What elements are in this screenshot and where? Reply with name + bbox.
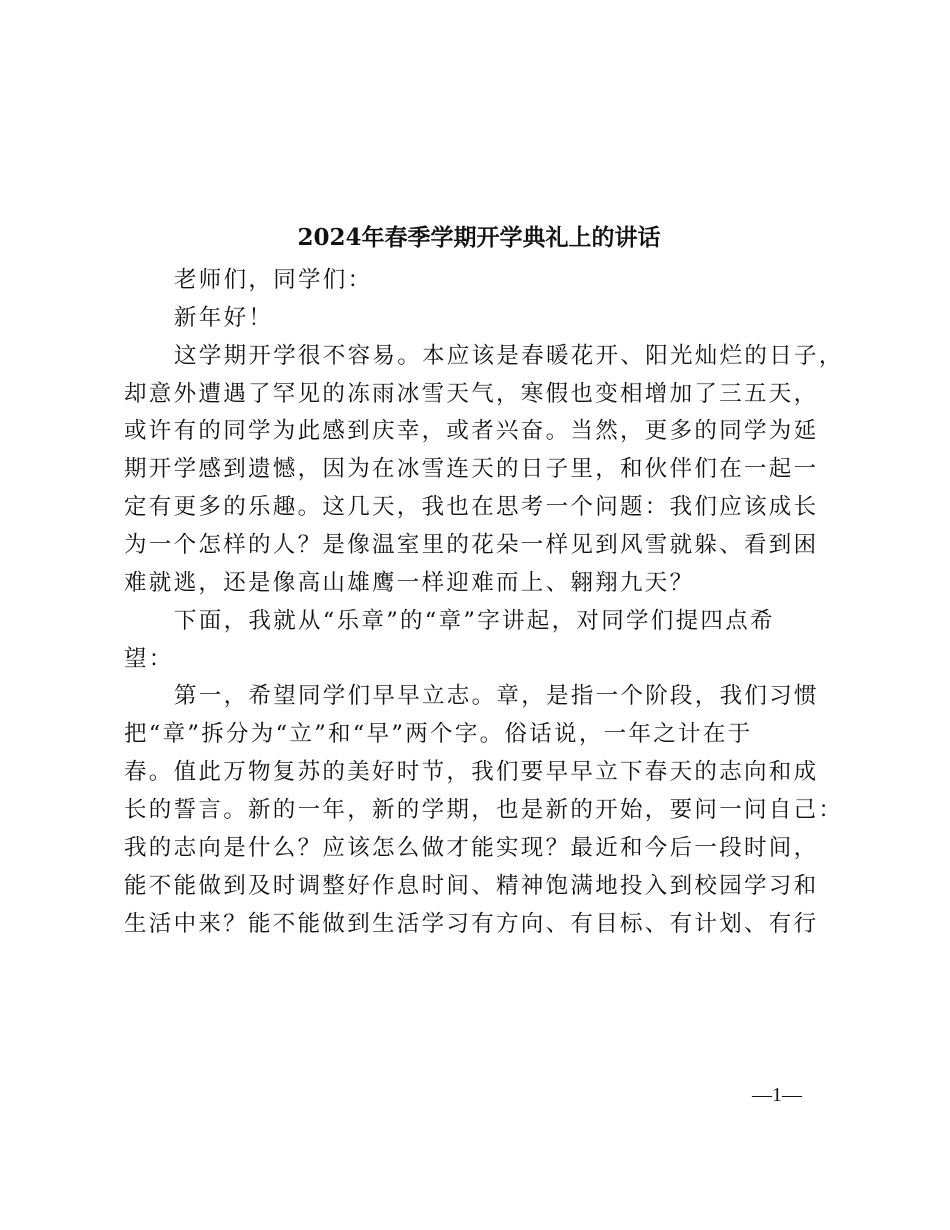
paragraph-line: 定有更多的乐趣。这几天，我也在思考一个问题：我们应该成长	[124, 494, 819, 521]
paragraph-line: 或许有的同学为此感到庆幸，或者兴奋。当然，更多的同学为延	[124, 418, 819, 445]
paragraph-line: 为一个怎样的人？是像温室里的花朵一样见到风雪就躲、看到困	[124, 532, 819, 559]
paragraph-line: 我的志向是什么？应该怎么做才能实现？最近和今后一段时间，	[124, 834, 819, 861]
paragraph-line: 难就逃，还是像高山雄鹰一样迎难而上、翱翔九天？	[124, 569, 695, 596]
document-title: 2024年春季学期开学典礼上的讲话	[297, 224, 661, 251]
paragraph-line: 这学期开学很不容易。本应该是春暖花开、阳光灿烂的日子，	[174, 342, 844, 369]
salutation-line: 老师们，同学们：	[174, 267, 373, 293]
paragraph-line: 第一，希望同学们早早立志。章，是指一个阶段，我们习惯	[174, 683, 819, 710]
paragraph-line: 望：	[124, 645, 174, 672]
greeting-line: 新年好！	[174, 304, 274, 331]
page-number: —1—	[752, 1084, 802, 1106]
document-body	[124, 262, 844, 943]
paragraph-line: 长的誓言。新的一年，新的学期，也是新的开始，要问一问自己：	[124, 797, 844, 824]
paragraph-line: 春。值此万物复苏的美好时节，我们要早早立下春天的志向和成	[124, 759, 819, 786]
paragraph-line: 期开学感到遗憾，因为在冰雪连天的日子里，和伙伴们在一起一	[124, 456, 819, 483]
paragraph-line: 却意外遭遇了罕见的冻雨冰雪天气，寒假也变相增加了三五天，	[124, 380, 819, 407]
paragraph-line: 生活中来？能不能做到生活学习有方向、有目标、有计划、有行	[124, 910, 819, 937]
paragraph-line: 下面，我就从“乐章”的“章”字讲起，对同学们提四点希	[174, 607, 775, 634]
paragraph-line: 把“章”拆分为“立”和“早”两个字。俗话说，一年之计在于	[124, 721, 753, 748]
paragraph-line: 能不能做到及时调整好作息时间、精神饱满地投入到校园学习和	[124, 872, 819, 899]
